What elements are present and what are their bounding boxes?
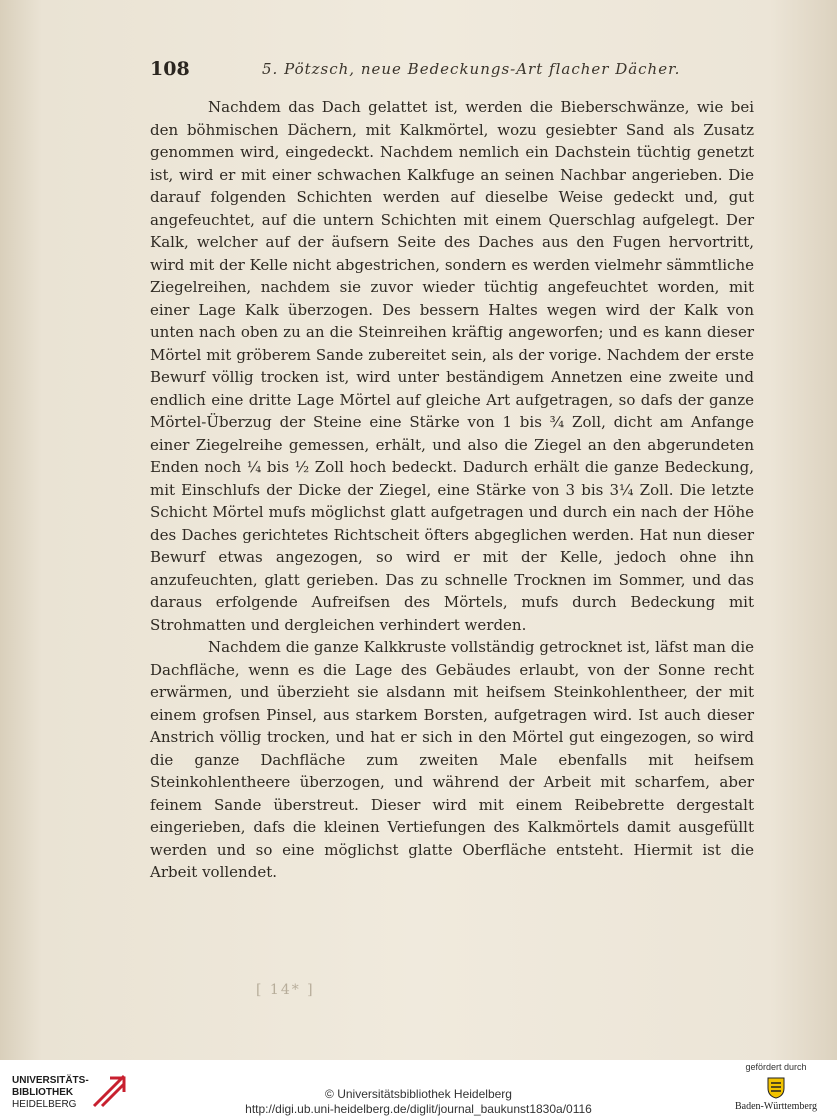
signature-mark: [ 14* ] <box>256 982 315 998</box>
sponsor-block[interactable] <box>721 1062 831 1120</box>
body-text <box>150 96 754 884</box>
library-name-line-2: BIBLIOTHEK <box>12 1087 74 1098</box>
library-name-line-3: HEIDELBERG <box>12 1099 77 1110</box>
page-header <box>150 58 750 84</box>
page-number: 108 <box>150 58 190 80</box>
library-name-line-1: UNIVERSITÄTS- <box>12 1075 89 1086</box>
paragraph-2: Nachdem die ganze Kalkkruste vollständig getrocknet ist, läfst man die Dachfläche, wenn es die Lage des Gebäudes erlaubt, von der Sonne recht erwärmen, und überzieht sie alsdann mit heifsem Steinkohlentheer, der mit einem grofsen Pinsel, aus starkem Borsten, aufgetragen wird. Ist auch dieser Anstrich völlig trocken, und hat er sich in den Mörtel gut eingezogen, so wird die ganze Dachfläche zum zweiten Male ebenfalls mit heifsem Steinkohlentheere überzogen, und während der Arbeit mit scharfem, aber feinem Sande überstreut. Dieser wird mit einem Reibebrette dergestalt eingerieben, dafs die kleinen Vertiefungen des Kalkmörtels damit ausgefüllt werden und so eine möglichst glatte Oberfläche entsteht. Hiermit ist die Arbeit vollendet. <box>150 638 754 881</box>
running-title: 5. Pötzsch, neue Bedeckungs-Art flacher Dächer. <box>262 60 681 78</box>
sponsor-label: gefördert durch <box>745 1062 807 1072</box>
state-crest-icon <box>763 1074 789 1100</box>
copyright-notice: © Universitätsbibliothek Heidelberg <box>325 1087 512 1101</box>
sponsor-name: Baden-Württemberg <box>734 1101 817 1112</box>
footer <box>0 1060 837 1120</box>
permalink-url[interactable]: http://digi.ub.uni-heidelberg.de/diglit/journal_baukunst1830a/0116 <box>245 1102 592 1116</box>
paragraph-1: Nachdem das Dach gelattet ist, werden die Bieberschwänze, wie bei den böhmischen Dächern, mit Kalkmörtel, wozu gesiebter Sand als Zusatz genommen wird, eingedeckt. Nachdem nemlich ein Dachstein tüchtig genetzt ist, wird er mit einer schwachen Kalkfuge an seinen Nachbar angerieben. Die darauf folgenden Schichten werden auf dieselbe Weise gedeckt und, gut angefeuchtet, auf die untern Schichten mit einem Querschlag aufgelegt. Der Kalk, welcher auf der äufsern Seite des Daches aus den Fugen hervortritt, wird mit der Kelle nicht abgestrichen, sondern es werden vielmehr sämmtliche Ziegelreihen, nachdem sie zuvor wieder tüchtig angefeuchtet worden, mit einer Lage Kalk überzogen. Des bessern Haltes wegen wird der Kalk von unten nach oben zu an die Steinreihen kräftig angeworfen; und es kann dieser Mörtel mit gröberem Sande zubereitet sein, als der vorige. Nachdem der erste Bewurf völlig trocken ist, wird unter beständigem Annetzen eine zweite und endlich eine dritte Lage Mörtel auf gleiche Art aufgetragen, so dafs der ganze Mörtel-Überzug der Steine eine Stärke von 1 bis ¾ Zoll, dicht am Anfange einer Ziegelreihe gemessen, erhält, und also die Ziegel an den abgerundeten Enden noch ¼ bis ½ Zoll hoch bedeckt. Dadurch erhält die ganze Bedeckung, mit Einschlufs der Dicke der Ziegel, eine Stärke von 3 bis 3¼ Zoll. Die letzte Schicht Mörtel mufs möglichst glatt aufgetragen und durch ein nach der Höhe des Daches gerichtetes Richtscheit öfters abgeglichen werden. Hat nun dieser Bewurf etwas angezogen, so wird er mit der Kelle, jedoch ohne ihn anzufeuchten, glatt gerieben. Das zu schnelle Trocknen im Sommer, und das daraus erfolgende Aufreifsen des Mörtels, mufs durch Bedeckung mit Strohmatten und dergleichen verhindert werden. <box>150 98 754 634</box>
